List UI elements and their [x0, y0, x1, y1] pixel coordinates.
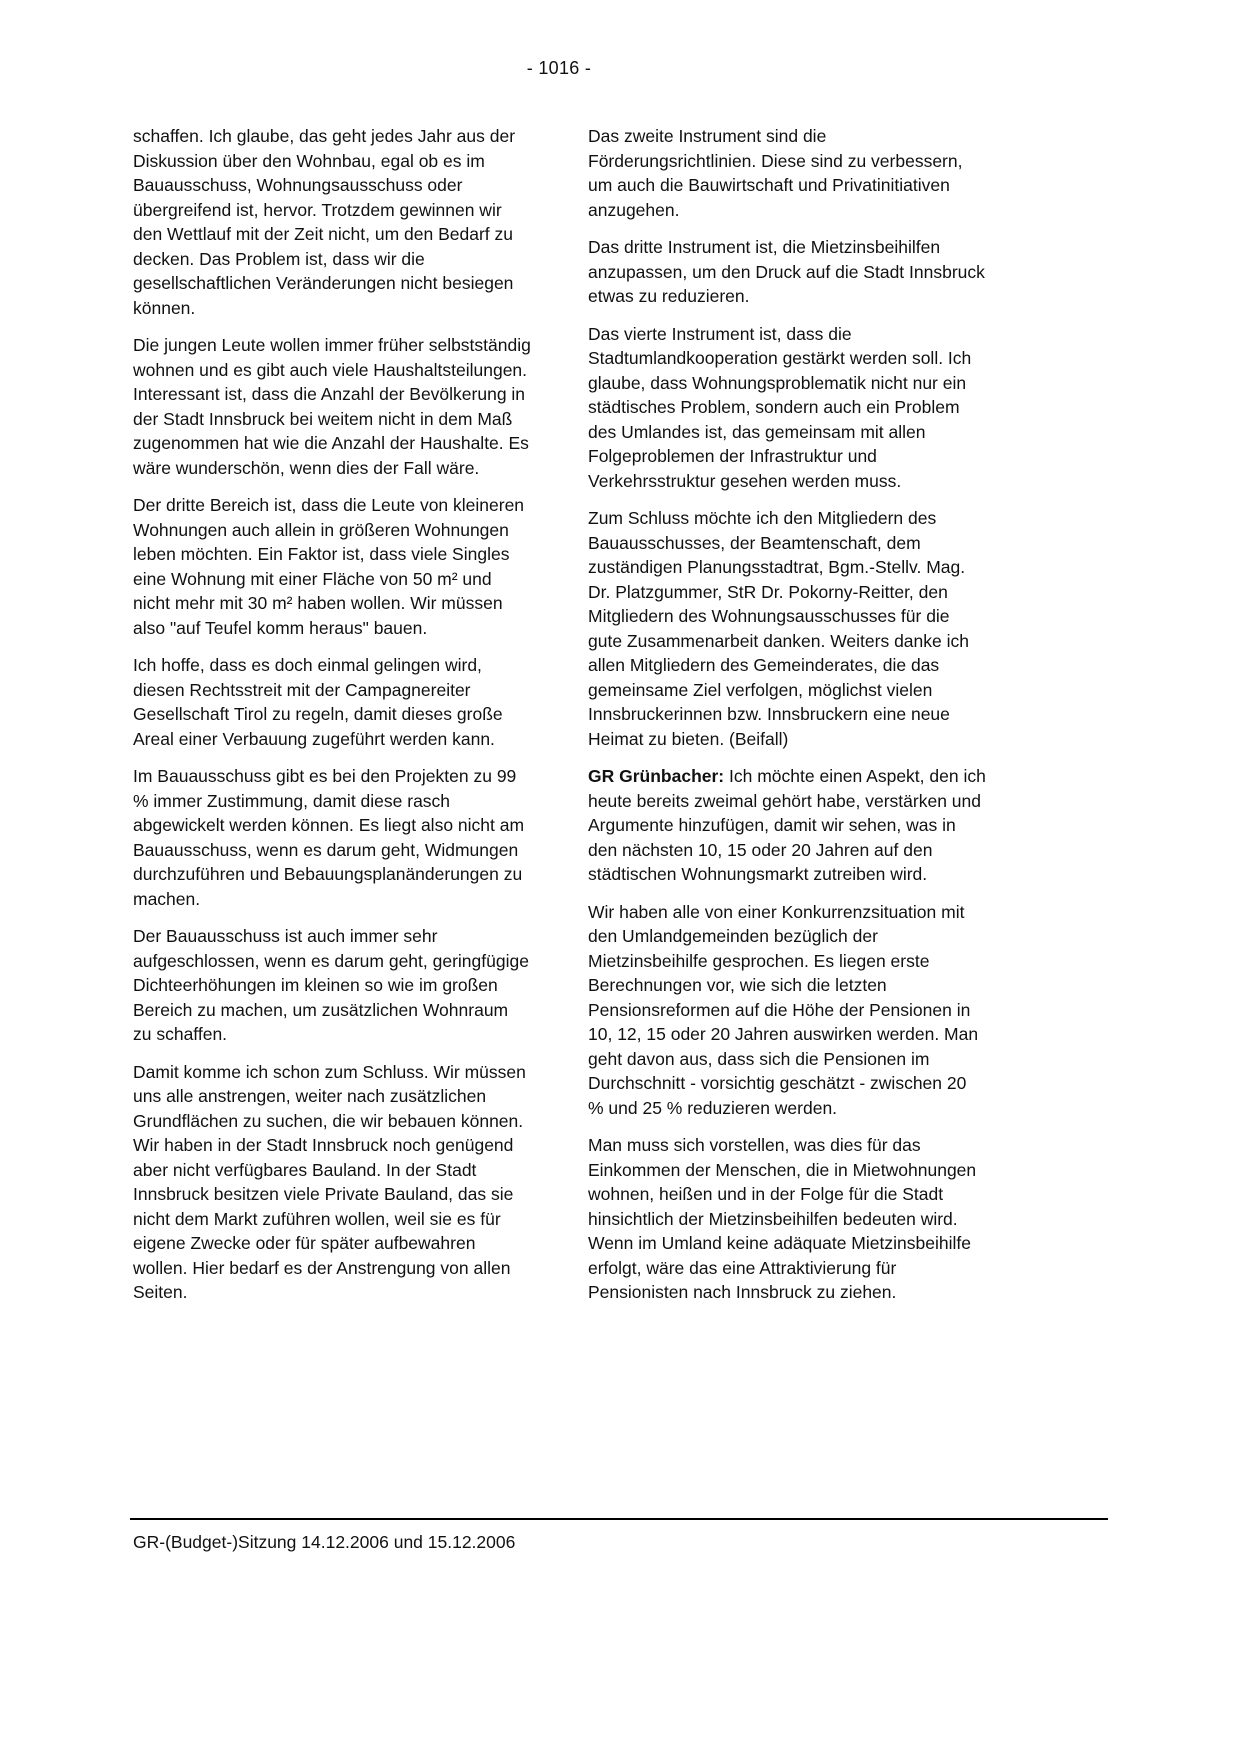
paragraph: Ich hoffe, dass es doch einmal gelingen wird, diesen Rechtsstreit mit der Campagnereiter Gesellschaft Tirol zu regeln, damit dieses große Areal einer Verbauung zugeführt werden kann. [133, 655, 503, 749]
paragraph: Die jungen Leute wollen immer früher selbstständig wohnen und es gibt auch viele Haushaltsteilungen. Interessant ist, dass die Anzahl der Bevölkerung in der Stadt Innsbruck bei weitem nicht in dem Maß zugenommen hat wie die Anzahl der Haushalte. Es wäre wunderschön, wenn dies der Fall wäre. [133, 335, 531, 478]
paragraph: schaffen. Ich glaube, das geht jedes Jahr aus der Diskussion über den Wohnbau, egal ob es im Bauausschuss, Wohnungsausschuss oder übergreifend ist, hervor. Trotzdem gewinnen wir den Wettlauf mit der Zeit nicht, um den Bedarf zu decken. Das Problem ist, dass wir die gesellschaftlichen Veränderungen nicht besiegen können. [133, 126, 516, 318]
paragraph: Im Bauausschuss gibt es bei den Projekten zu 99 % immer Zustimmung, damit diese rasch abgewickelt werden können. Es liegt also nicht am Bauausschuss, wenn es darum geht, Widmungen durchzuführen und Bebauungsplanänderungen zu machen. [133, 766, 525, 909]
paragraph: Damit komme ich schon zum Schluss. Wir müssen uns alle anstrengen, weiter nach zusätzlichen Grundflächen zu suchen, die wir bebauen können. Wir haben in der Stadt Innsbruck noch genügend aber nicht verfügbares Bauland. In der Stadt Innsbruck besitzen viele Private Bauland, das sie nicht dem Markt zuführen wollen, weil sie es für eigene Zwecke oder für später aufbewahren wollen. Hier bedarf es der Anstrengung von allen Seiten. [133, 1061, 526, 1302]
paragraph: Das dritte Instrument ist, die Mietzinsbeihilfen anzupassen, um den Druck auf die Stadt Innsbruck etwas zu reduzieren. [588, 237, 985, 306]
speaker-name: GR Grünbacher: [588, 766, 729, 786]
page-number: - 1016 - [526, 58, 592, 78]
right-column [588, 124, 986, 1318]
left-column [133, 124, 531, 1318]
text-columns [133, 124, 986, 1318]
paragraph: Wir haben alle von einer Konkurrenzsituation mit den Umlandgemeinden bezüglich der Mietzinsbeihilfe gesprochen. Es liegen erste Berechnungen vor, wie sich die letzten Pensionsreformen auf die Höhe der Pensionen in 10, 12, 15 oder 20 Jahren auswirken werden. Man geht davon aus, dass sich die Pensionen im Durchschnitt - vorsichtig geschätzt - zwischen 20 % und 25 % reduzieren werden. [588, 901, 979, 1118]
paragraph: Der dritte Bereich ist, dass die Leute von kleineren Wohnungen auch allein in größeren Wohnungen leben möchten. Ein Faktor ist, dass viele Singles eine Wohnung mit einer Fläche von 50 m² und nicht mehr mit 30 m² haben wollen. Wir müssen also "auf Teufel komm heraus" bauen. [133, 495, 525, 638]
paragraph: GR Grünbacher: Ich möchte einen Aspekt, den ich heute bereits zweimal gehört habe, verstärken und Argumente hinzufügen, damit wir sehen, was in den nächsten 10, 15 oder 20 Jahren auf den städtischen Wohnungsmarkt zutreiben wird. [588, 766, 986, 884]
footer-divider [130, 1518, 1108, 1520]
paragraph: Man muss sich vorstellen, was dies für das Einkommen der Menschen, die in Mietwohnungen wohnen, heißen und in der Folge für die Stadt hinsichtlich der Mietzinsbeihilfen bedeuten wird. Wenn im Umland keine adäquate Mietzinsbeihilfe erfolgt, wäre das eine Attraktivierung für Pensionisten nach Innsbruck zu ziehen. [588, 1135, 977, 1302]
paragraph: Das vierte Instrument ist, dass die Stadtumlandkooperation gestärkt werden soll. Ich glaube, dass Wohnungsproblematik nicht nur ein städtisches Problem, sondern auch ein Problem des Umlandes ist, das gemeinsam mit allen Folgeproblemen der Infrastruktur und Verkehrsstruktur gesehen werden muss. [588, 323, 972, 491]
paragraph: Der Bauausschuss ist auch immer sehr aufgeschlossen, wenn es darum geht, geringfügige Dichteerhöhungen im kleinen so wie im großen Bereich zu machen, um zusätzlichen Wohnraum zu schaffen. [133, 926, 529, 1044]
paragraph: Zum Schluss möchte ich den Mitgliedern des Bauausschusses, der Beamtenschaft, dem zuständigen Planungsstadtrat, Bgm.-Stellv. Mag. Dr. Platzgummer, StR Dr. Pokorny-Reitter, den Mitgliedern des Wohnungsausschusses für die gute Zusammenarbeit danken. Weiters danke ich allen Mitgliedern des Gemeinderates, die das gemeinsame Ziel verfolgen, möglichst vielen Innsbruckerinnen bzw. Innsbruckern eine neue Heimat zu bieten. (Beifall) [588, 508, 969, 749]
footer-text: GR-(Budget-)Sitzung 14.12.2006 und 15.12.2006 [133, 1532, 516, 1552]
paragraph: Das zweite Instrument sind die Förderungsrichtlinien. Diese sind zu verbessern, um auch die Bauwirtschaft und Privatinitiativen anzugehen. [588, 126, 963, 220]
